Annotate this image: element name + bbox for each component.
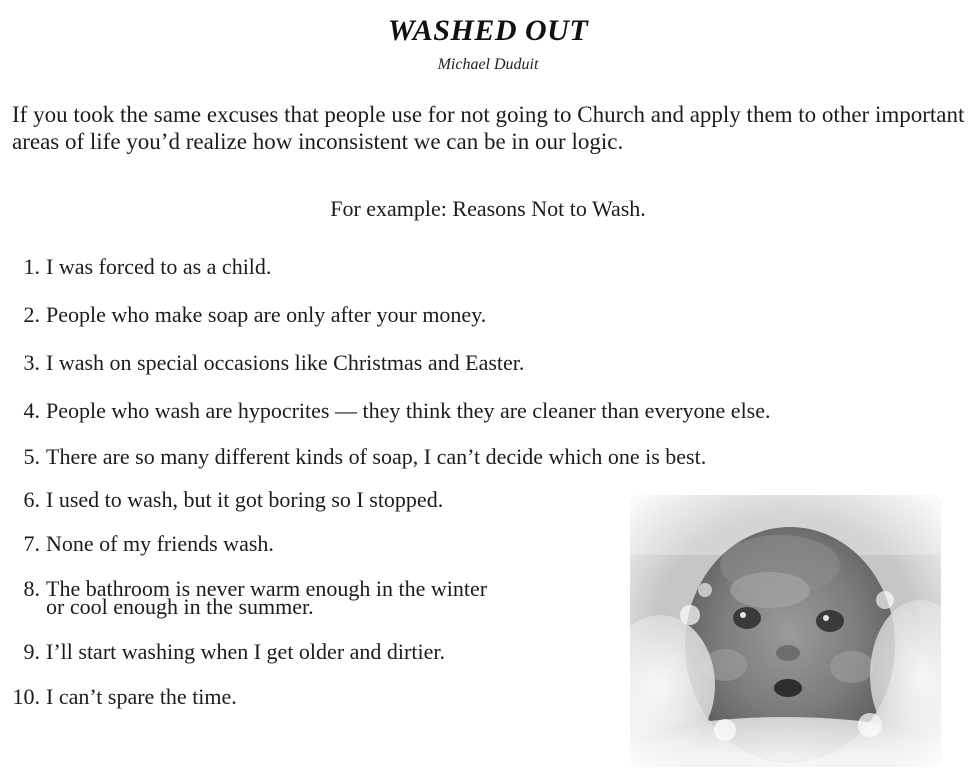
example-line: For example: Reasons Not to Wash.	[330, 196, 646, 221]
list-item	[10, 303, 486, 327]
list-item	[10, 640, 445, 664]
list-item-number: 6.	[23, 487, 40, 512]
list-item	[10, 488, 443, 512]
list-item	[10, 532, 274, 556]
list-item-number: 3.	[23, 350, 40, 375]
list-item-text: I can’t spare the time.	[46, 684, 237, 709]
list-item-number: 2.	[23, 302, 40, 327]
list-item-number: 5.	[23, 444, 40, 469]
list-item-text: I used to wash, but it got boring so I stopped.	[46, 487, 444, 512]
list-item	[10, 255, 271, 279]
list-item-text: There are so many different kinds of soap, I can’t decide which one is best.	[46, 444, 707, 469]
list-item-number: 4.	[23, 398, 40, 423]
list-item	[10, 576, 488, 619]
list-item-number: 9.	[23, 639, 40, 664]
author-byline: Michael Duduit	[437, 56, 539, 73]
list-item	[10, 685, 237, 709]
list-item	[10, 399, 771, 423]
list-item-text: I was forced to as a child.	[46, 254, 272, 279]
list-item-number: 8.	[23, 576, 40, 601]
list-item-text: I wash on special occasions like Christmas and Easter.	[46, 350, 525, 375]
baby-photo-icon	[630, 495, 941, 767]
list-item	[10, 351, 524, 375]
intro-paragraph: If you took the same excuses that people use for not going to Church and apply them to other important areas of life you’d realize how inconsistent we can be in our logic.	[12, 102, 965, 154]
page-title: WASHED OUT	[387, 14, 589, 47]
list-item-number: 7.	[23, 531, 40, 556]
list-item-text: People who wash are hypocrites — they think they are cleaner than everyone else.	[46, 398, 771, 423]
list-item-text: The bathroom is never warm enough in the winter or cool enough in the summer.	[46, 576, 488, 619]
list-item-text: People who make soap are only after your money.	[46, 302, 487, 327]
list-item-number: 1.	[23, 254, 40, 279]
list-item	[10, 445, 706, 469]
list-item-text: None of my friends wash.	[46, 531, 274, 556]
list-item-number: 10.	[12, 684, 40, 709]
baby-photo	[630, 495, 941, 767]
list-item-text: I’ll start washing when I get older and dirtier.	[46, 639, 445, 664]
